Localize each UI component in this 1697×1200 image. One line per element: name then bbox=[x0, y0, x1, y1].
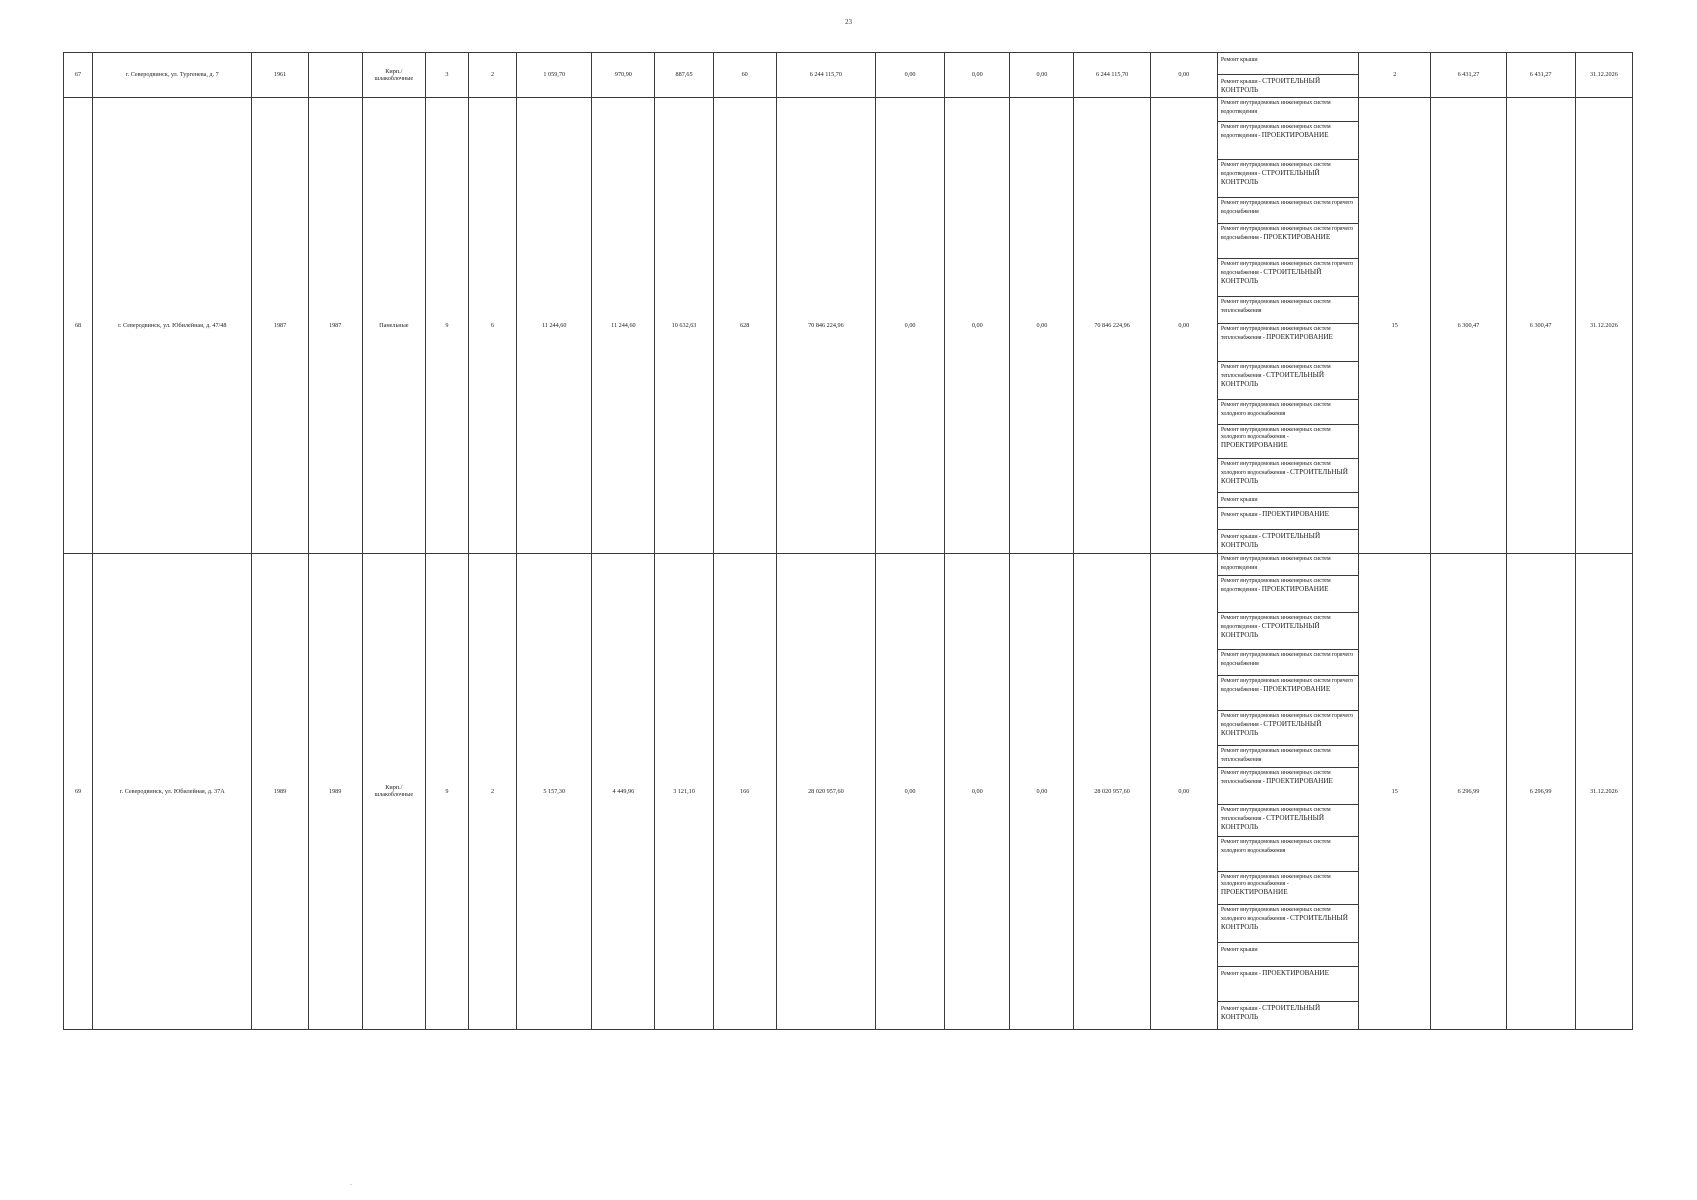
cell-year-built: 1961 bbox=[252, 53, 308, 98]
cell-fund-other: 0,00 bbox=[1150, 97, 1217, 553]
work-item-text: Ремонт внутридомовых инженерных систем водоотведения bbox=[1220, 99, 1331, 115]
cell-address: г. Северодвинск, ул. Юбилейная, д. 47/48 bbox=[93, 97, 252, 553]
work-item-text: Ремонт внутридомовых инженерных систем горячего водоснабжения - bbox=[1220, 225, 1354, 241]
work-item-stage: СТРОИТЕЛЬНЫЙ КОНТРОЛЬ bbox=[1220, 1003, 1321, 1021]
work-item-stage: ПРОЕКТИРОВАНИЕ bbox=[1261, 584, 1329, 593]
cell-area-living: 11 244,60 bbox=[592, 97, 655, 553]
cell-work-item bbox=[1217, 399, 1358, 424]
cell-area-living: 970,90 bbox=[592, 53, 655, 98]
capital-repair-register-table bbox=[63, 52, 1633, 1030]
cell-year-reno: 1989 bbox=[308, 553, 362, 1029]
cell-work-item bbox=[1217, 836, 1358, 871]
work-item-text: Ремонт крыши - bbox=[1220, 970, 1263, 977]
cell-cost-total: 6 244 115,70 bbox=[776, 53, 875, 98]
cell-wall: Панельные bbox=[362, 97, 425, 553]
cell-work-item bbox=[1217, 507, 1358, 529]
cell-year-built: 1987 bbox=[252, 97, 308, 553]
cell-work-item bbox=[1217, 904, 1358, 942]
cell-cost-total: 70 846 224,96 bbox=[776, 97, 875, 553]
work-item-stage: СТРОИТЕЛЬНЫЙ КОНТРОЛЬ bbox=[1220, 467, 1348, 485]
work-item-stage: СТРОИТЕЛЬНЫЙ КОНТРОЛЬ bbox=[1220, 77, 1321, 94]
cell-address: г. Северодвинск, ул. Тургенева, д. 7 bbox=[93, 53, 252, 98]
work-item-text: Ремонт внутридомовых инженерных систем теплоснабжения - bbox=[1220, 363, 1331, 379]
work-item-text: Ремонт внутридомовых инженерных систем холодного водоснабжения - bbox=[1220, 873, 1331, 887]
cell-wall: Кирп./ шлакоблочные bbox=[362, 53, 425, 98]
work-item-text: Ремонт внутридомовых инженерных систем водоотведения bbox=[1220, 555, 1331, 571]
work-item-stage: СТРОИТЕЛЬНЫЙ КОНТРОЛЬ bbox=[1220, 168, 1320, 186]
cell-max-cost: 6 431,27 bbox=[1506, 53, 1575, 98]
cell-work-item bbox=[1217, 53, 1358, 75]
cell-num: 68 bbox=[64, 97, 93, 553]
cell-address: г. Северодвинск, ул. Юбилейная, д. 37А bbox=[93, 553, 252, 1029]
table-row bbox=[64, 553, 1633, 575]
work-item-text: Ремонт внутридомовых инженерных систем водоотведения - bbox=[1220, 614, 1331, 630]
cell-area-living: 4 449,96 bbox=[592, 553, 655, 1029]
cell-deadline: 31.12.2026 bbox=[1575, 53, 1632, 98]
cell-deadline: 31.12.2026 bbox=[1575, 553, 1632, 1029]
cell-fund-owners: 70 846 224,96 bbox=[1074, 97, 1150, 553]
cell-max-cost: 6 296,99 bbox=[1506, 553, 1575, 1029]
work-item-text: Ремонт внутридомовых инженерных систем теплоснабжения - bbox=[1220, 769, 1331, 785]
cell-entrances: 2 bbox=[469, 53, 517, 98]
cell-residents: 628 bbox=[713, 97, 776, 553]
work-item-text: Ремонт внутридомовых инженерных систем теплоснабжения - bbox=[1220, 325, 1331, 341]
table-row bbox=[64, 97, 1633, 121]
work-item-text: Ремонт внутридомовых инженерных систем теплоснабжения bbox=[1220, 298, 1331, 314]
cell-num: 67 bbox=[64, 53, 93, 98]
cell-work-item bbox=[1217, 767, 1358, 804]
work-item-text: Ремонт внутридомовых инженерных систем горячего водоснабжения - bbox=[1220, 677, 1354, 693]
work-item-stage: ПРОЕКТИРОВАНИЕ bbox=[1220, 887, 1288, 896]
cell-unit-cost: 6 296,99 bbox=[1431, 553, 1506, 1029]
cell-area-total: 5 157,30 bbox=[517, 553, 592, 1029]
cell-fund-3: 0,00 bbox=[1010, 53, 1074, 98]
cell-work-item bbox=[1217, 710, 1358, 745]
cell-entrances: 2 bbox=[469, 553, 517, 1029]
work-item-stage: ПРОЕКТИРОВАНИЕ bbox=[1266, 332, 1333, 341]
work-item-text: Ремонт внутридомовых инженерных систем водоотведения - bbox=[1220, 161, 1331, 177]
work-item-stage: ПРОЕКТИРОВАНИЕ bbox=[1220, 440, 1288, 449]
cell-fund-1: 0,00 bbox=[876, 553, 945, 1029]
work-item-text: Ремонт внутридомовых инженерных систем холодного водоснабжения - bbox=[1220, 906, 1331, 922]
work-item-text: Ремонт крыши bbox=[1220, 57, 1258, 63]
work-item-text: Ремонт внутридомовых инженерных систем горячего водоснабжения - bbox=[1220, 712, 1354, 728]
work-item-stage: ПРОЕКТИРОВАНИЕ bbox=[1263, 684, 1331, 693]
work-item-text: Ремонт крыши bbox=[1220, 946, 1258, 953]
cell-work-item bbox=[1217, 553, 1358, 575]
work-item-stage: ПРОЕКТИРОВАНИЕ bbox=[1263, 232, 1331, 241]
cell-work-item bbox=[1217, 424, 1358, 458]
cell-work-item bbox=[1217, 804, 1358, 836]
cell-unit-cost: 6 431,27 bbox=[1431, 53, 1506, 98]
work-item-text: Ремонт внутридомовых инженерных систем холодного водоснабжения bbox=[1220, 401, 1331, 417]
cell-work-item bbox=[1217, 159, 1358, 197]
cell-work-item bbox=[1217, 675, 1358, 710]
work-item-text: Ремонт внутридомовых инженерных систем холодного водоснабжения - bbox=[1220, 426, 1331, 440]
cell-work-item bbox=[1217, 223, 1358, 258]
cell-floors: 9 bbox=[425, 553, 468, 1029]
work-item-text: Ремонт крыши - bbox=[1220, 1005, 1263, 1012]
work-item-stage: СТРОИТЕЛЬНЫЙ КОНТРОЛЬ bbox=[1220, 813, 1325, 831]
cell-fund-2: 0,00 bbox=[945, 53, 1010, 98]
cell-area-owned: 10 632,63 bbox=[655, 97, 713, 553]
work-item-text: Ремонт крыши - bbox=[1220, 511, 1263, 518]
cell-year-reno: 1987 bbox=[308, 97, 362, 553]
cell-work-item bbox=[1217, 575, 1358, 612]
cell-work-item bbox=[1217, 97, 1358, 121]
cell-work-item bbox=[1217, 197, 1358, 223]
cell-work-item bbox=[1217, 121, 1358, 159]
work-item-stage: СТРОИТЕЛЬНЫЙ КОНТРОЛЬ bbox=[1220, 370, 1325, 388]
work-item-text: Ремонт крыши bbox=[1220, 496, 1258, 503]
cell-deadline: 31.12.2026 bbox=[1575, 97, 1632, 553]
work-item-stage: СТРОИТЕЛЬНЫЙ КОНТРОЛЬ bbox=[1220, 913, 1348, 931]
cell-area-owned: 3 121,10 bbox=[655, 553, 713, 1029]
cell-fund-2: 0,00 bbox=[945, 553, 1010, 1029]
cell-floors: 9 bbox=[425, 97, 468, 553]
work-item-text: Ремонт крыши - bbox=[1220, 533, 1263, 540]
cell-work-item bbox=[1217, 323, 1358, 361]
register-body bbox=[64, 53, 1633, 1030]
cell-work-item bbox=[1217, 492, 1358, 507]
cell-work-item bbox=[1217, 361, 1358, 399]
cell-fund-owners: 28 020 957,60 bbox=[1074, 553, 1150, 1029]
work-item-text: Ремонт крыши - bbox=[1220, 79, 1263, 85]
cell-works-count: 15 bbox=[1359, 97, 1431, 553]
cell-works-count: 15 bbox=[1359, 553, 1431, 1029]
cell-work-item bbox=[1217, 529, 1358, 553]
cell-fund-owners: 6 244 115,70 bbox=[1074, 53, 1150, 98]
work-item-stage: ПРОЕКТИРОВАНИЕ bbox=[1262, 509, 1329, 518]
table-row bbox=[64, 53, 1633, 75]
work-item-stage: ПРОЕКТИРОВАНИЕ bbox=[1261, 130, 1329, 139]
cell-work-item bbox=[1217, 458, 1358, 492]
cell-work-item bbox=[1217, 612, 1358, 649]
work-item-text: Ремонт внутридомовых инженерных систем холодного водоснабжения bbox=[1220, 838, 1331, 854]
work-item-text: Ремонт внутридомовых инженерных систем горячего водоснабжения bbox=[1220, 199, 1354, 215]
cell-work-item bbox=[1217, 966, 1358, 1001]
cell-floors: 3 bbox=[425, 53, 468, 98]
cell-max-cost: 6 300,47 bbox=[1506, 97, 1575, 553]
work-item-stage: СТРОИТЕЛЬНЫЙ КОНТРОЛЬ bbox=[1220, 531, 1321, 549]
cell-work-item bbox=[1217, 942, 1358, 966]
cell-work-item bbox=[1217, 871, 1358, 904]
work-item-text: Ремонт внутридомовых инженерных систем водоотведения - bbox=[1220, 123, 1331, 139]
cell-fund-1: 0,00 bbox=[876, 97, 945, 553]
cell-work-item bbox=[1217, 296, 1358, 323]
work-item-text: Ремонт внутридомовых инженерных систем теплоснабжения - bbox=[1220, 806, 1331, 822]
cell-residents: 166 bbox=[713, 553, 776, 1029]
page-number: 23 bbox=[845, 18, 852, 26]
work-item-stage: ПРОЕКТИРОВАНИЕ bbox=[1266, 776, 1333, 785]
cell-fund-1: 0,00 bbox=[876, 53, 945, 98]
cell-year-reno bbox=[308, 53, 362, 98]
cell-area-total: 1 059,70 bbox=[517, 53, 592, 98]
cell-work-item bbox=[1217, 258, 1358, 296]
work-item-text: Ремонт внутридомовых инженерных систем теплоснабжения bbox=[1220, 747, 1331, 763]
work-item-stage: ПРОЕКТИРОВАНИЕ bbox=[1262, 968, 1329, 977]
work-item-text: Ремонт внутридомовых инженерных систем водоотведения - bbox=[1220, 577, 1331, 593]
cell-work-item bbox=[1217, 75, 1358, 98]
cell-year-built: 1989 bbox=[252, 553, 308, 1029]
work-item-text: Ремонт внутридомовых инженерных систем холодного водоснабжения - bbox=[1220, 460, 1331, 476]
cell-fund-other: 0,00 bbox=[1150, 53, 1217, 98]
cell-entrances: 6 bbox=[469, 97, 517, 553]
cell-work-item bbox=[1217, 649, 1358, 675]
cell-wall: Кирп./ шлакоблочные bbox=[362, 553, 425, 1029]
cell-works-count: 2 bbox=[1359, 53, 1431, 98]
cell-unit-cost: 6 300,47 bbox=[1431, 97, 1506, 553]
work-item-text: Ремонт внутридомовых инженерных систем горячего водоснабжения - bbox=[1220, 260, 1354, 276]
cell-work-item bbox=[1217, 745, 1358, 767]
cell-fund-3: 0,00 bbox=[1010, 553, 1074, 1029]
cell-area-total: 11 244,60 bbox=[517, 97, 592, 553]
cell-fund-2: 0,00 bbox=[945, 97, 1010, 553]
cell-fund-3: 0,00 bbox=[1010, 97, 1074, 553]
cell-num: 69 bbox=[64, 553, 93, 1029]
work-item-stage: СТРОИТЕЛЬНЫЙ КОНТРОЛЬ bbox=[1220, 267, 1322, 285]
cell-residents: 60 bbox=[713, 53, 776, 98]
cell-work-item bbox=[1217, 1001, 1358, 1029]
cell-fund-other: 0,00 bbox=[1150, 553, 1217, 1029]
cell-cost-total: 28 020 957,60 bbox=[776, 553, 875, 1029]
scan-mark: . bbox=[350, 1178, 352, 1187]
work-item-stage: СТРОИТЕЛЬНЫЙ КОНТРОЛЬ bbox=[1220, 719, 1322, 737]
work-item-stage: СТРОИТЕЛЬНЫЙ КОНТРОЛЬ bbox=[1220, 621, 1320, 639]
work-item-text: Ремонт внутридомовых инженерных систем горячего водоснабжения bbox=[1220, 651, 1354, 667]
cell-area-owned: 887,65 bbox=[655, 53, 713, 98]
